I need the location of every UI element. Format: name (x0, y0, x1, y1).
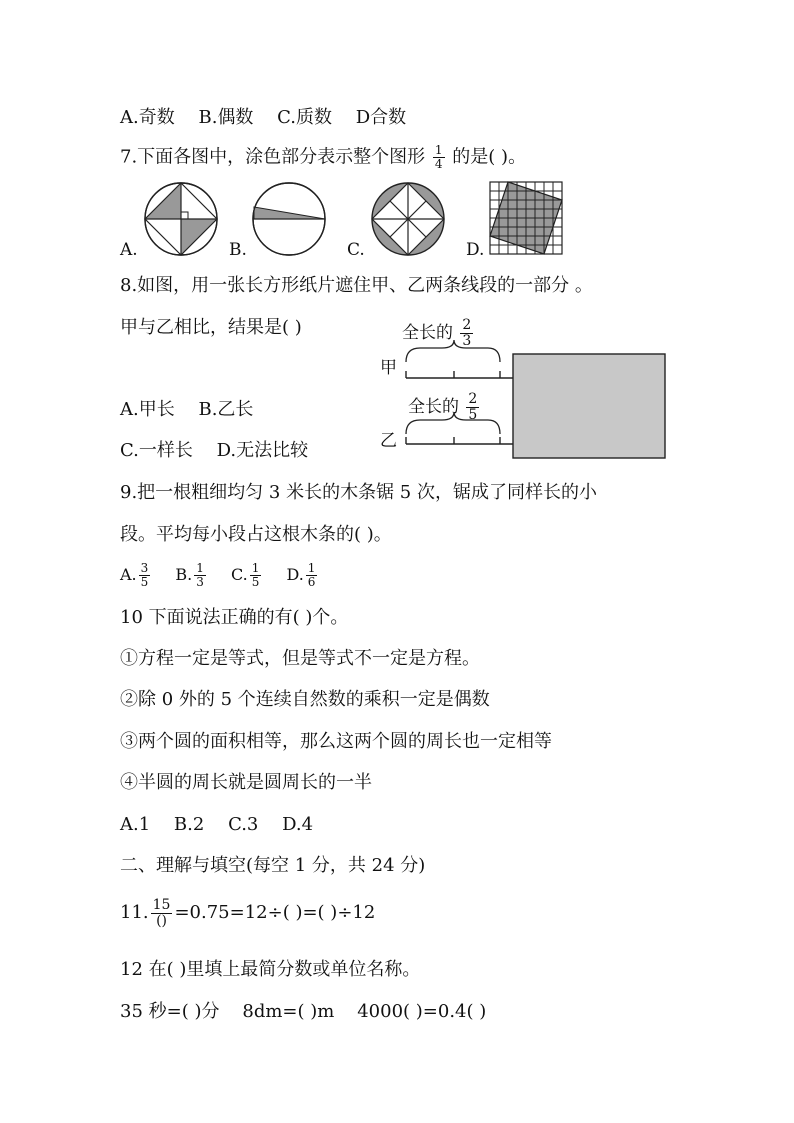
q8-jia-den: 3 (462, 333, 472, 349)
q7-stem (120, 144, 526, 171)
q10-option-d: D.4 (282, 814, 314, 835)
q8-cover-rect (513, 354, 665, 458)
q7-suffix: 的是( )。 (452, 146, 527, 168)
q7-prefix: 7.下面各图中，涂色部分表示整个图形 (120, 146, 426, 168)
q7-figure-a (143, 181, 219, 257)
q9-option-c (231, 560, 263, 590)
q9-line2: 段。平均每小段占这根木条的( )。 (120, 524, 392, 545)
q10-item-3: ③两个圆的面积相等，那么这两个圆的周长也一定相等 (120, 731, 552, 752)
q8-option-b: B.乙长 (198, 399, 254, 420)
q11-line (120, 896, 375, 930)
q8-jia-label: 甲 (380, 358, 397, 378)
q8-option-c: C.一样长 (120, 440, 193, 461)
q7-figure-b (251, 181, 327, 257)
q9-option-b-den: 3 (196, 575, 204, 589)
q7-label-c: C. (347, 240, 365, 260)
q9-option-c-num: 1 (251, 561, 260, 575)
q6-options (120, 106, 424, 130)
q10-item-2: ②除 0 外的 5 个连续自然数的乘积一定是偶数 (120, 689, 490, 710)
q8-yi-num: 2 (468, 391, 478, 407)
section2-heading: 二、理解与填空(每空 1 分，共 24 分) (120, 855, 426, 876)
q8-yi-text: 全长的 (408, 397, 459, 417)
q9-option-d-label: D. (286, 565, 304, 584)
q12-line: 35 秒=( )分 8dm=( )m 4000( )=0.4( ) (120, 1001, 487, 1022)
q9-option-a (120, 560, 152, 590)
q6-option-d: D合数 (355, 107, 407, 128)
q10-item-1: ①方程一定是等式，但是等式不一定是方程。 (120, 648, 480, 669)
q10-options (120, 813, 331, 837)
q9-option-c-den: 5 (251, 575, 260, 589)
q9-option-b (175, 560, 207, 590)
q10-option-a: A.1 (120, 814, 151, 835)
q7-figure-c (370, 181, 446, 257)
q8-line1: 8.如图，用一张长方形纸片遮住甲、乙两条线段的一部分 。 (120, 275, 593, 296)
q6-option-b: B.偶数 (198, 107, 254, 128)
q6-option-c: C.质数 (277, 107, 333, 128)
q9-option-d-den: 6 (307, 575, 316, 589)
q11-den: () (156, 912, 168, 929)
q9-option-a-label: A. (120, 565, 137, 584)
q9-option-b-label: B. (175, 565, 193, 584)
q6-option-a: A.奇数 (120, 107, 175, 128)
q7-label-d: D. (466, 240, 485, 260)
q8-jia-brace (406, 340, 500, 362)
q8-yi-brace (406, 412, 500, 434)
q9-options (120, 560, 337, 590)
q11-prefix: 11. (120, 902, 149, 923)
q7-frac-num: 1 (434, 143, 443, 157)
q7-figure-d (489, 181, 563, 255)
q7-fraction (433, 144, 445, 171)
q7-label-a: A. (120, 240, 138, 260)
q9-line1: 9.把一根粗细均匀 3 米长的木条锯 5 次，锯成了同样长的小 (120, 482, 597, 503)
q9-option-a-den: 5 (140, 575, 149, 589)
q7-frac-den: 4 (434, 157, 443, 171)
q8-option-a: A.甲长 (120, 399, 175, 420)
q8-jia-text: 全长的 (402, 323, 453, 343)
q9-option-c-label: C. (230, 565, 248, 584)
q9-option-b-num: 1 (196, 561, 204, 575)
q8-options-cd (120, 439, 326, 463)
q11-rest: =0.75=12÷( )=( )÷12 (174, 902, 376, 923)
q10-stem: 10 下面说法正确的有( )个。 (120, 607, 349, 628)
q8-yi-den: 5 (468, 407, 478, 423)
q8-jia-num: 2 (462, 317, 472, 333)
q8-option-d: D.无法比较 (216, 440, 309, 461)
q8-line2: 甲与乙相比，结果是( ) (120, 317, 302, 338)
q9-option-d (286, 560, 319, 590)
q9-option-a-num: 3 (140, 561, 149, 575)
q7-label-b: B. (229, 240, 247, 260)
q8-yi-label: 乙 (380, 431, 397, 451)
q8-diagram (400, 340, 670, 464)
q12-stem: 12 在( )里填上最简分数或单位名称。 (120, 959, 421, 980)
q11-fraction (151, 898, 173, 929)
q10-option-b: B.2 (173, 814, 205, 835)
q10-item-4: ④半圆的周长就是圆周长的一半 (120, 772, 372, 793)
q10-option-c: C.3 (228, 814, 259, 835)
q9-option-d-num: 1 (307, 561, 316, 575)
q11-num: 15 (152, 896, 171, 913)
q8-options-ab (120, 398, 271, 422)
